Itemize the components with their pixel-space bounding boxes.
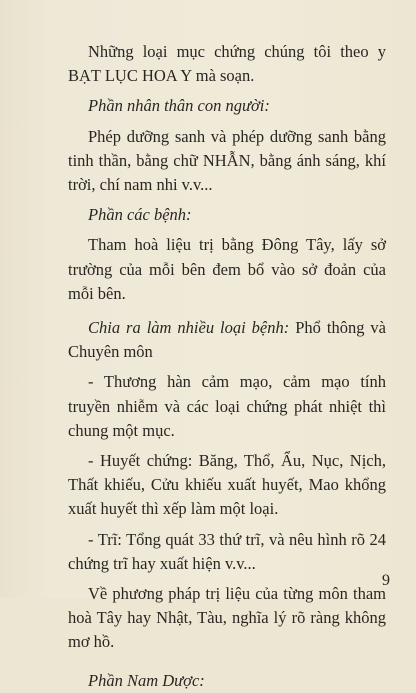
page-number: 9 — [382, 572, 390, 589]
body-care-paragraph: Phép dưỡng sanh và phép dưỡng sanh bằng tinh thần, bằng chữ NHẪN, bằng ánh sáng, khí trời, chí nam nhi v.v... — [68, 126, 386, 195]
classification-label: Chia ra làm nhiều loại bệnh: — [88, 318, 290, 338]
fever-item: - Thương hàn cảm mạo, cảm mạo tính truyền nhiễm và các loại chứng phát nhiệt thì chung một mục. — [68, 372, 386, 440]
page-body — [68, 40, 386, 693]
section-heading-body: Phần nhân thân con người: — [88, 96, 270, 116]
intro-paragraph: Những loại mục chứng chúng tôi theo y BẠT LỤC HOA Y mà soạn. — [68, 42, 386, 86]
blood-item: - Huyết chứng: Băng, Thổ, Ẩu, Nục, Nịch, Thất khiếu, Cửu khiếu xuất huyết, Mao khổng xuất huyết thì xếp làm một loại. — [68, 451, 386, 519]
classification-text: Phổ thông và Chuyên môn — [68, 318, 386, 362]
hemorrhoid-item: - Trĩ: Tổng quát 33 thứ trĩ, và nêu hình rõ 24 chứng trĩ hay xuất hiện v.v... — [68, 529, 386, 573]
method-paragraph: Về phương pháp trị liệu của từng môn tham hoà Tây hay Nhật, Tàu, nghĩa lý rõ ràng không mơ hồ. — [68, 584, 386, 652]
treatment-paragraph: Tham hoà liệu trị bằng Đông Tây, lấy sở trường của mỗi bên đem bổ vào sở đoản của mỗi bên. — [68, 235, 386, 303]
section-heading-herbal: Phần Nam Dược: — [88, 670, 205, 690]
classification-paragraph — [68, 316, 386, 364]
section-heading-diseases: Phần các bệnh: — [88, 205, 192, 225]
